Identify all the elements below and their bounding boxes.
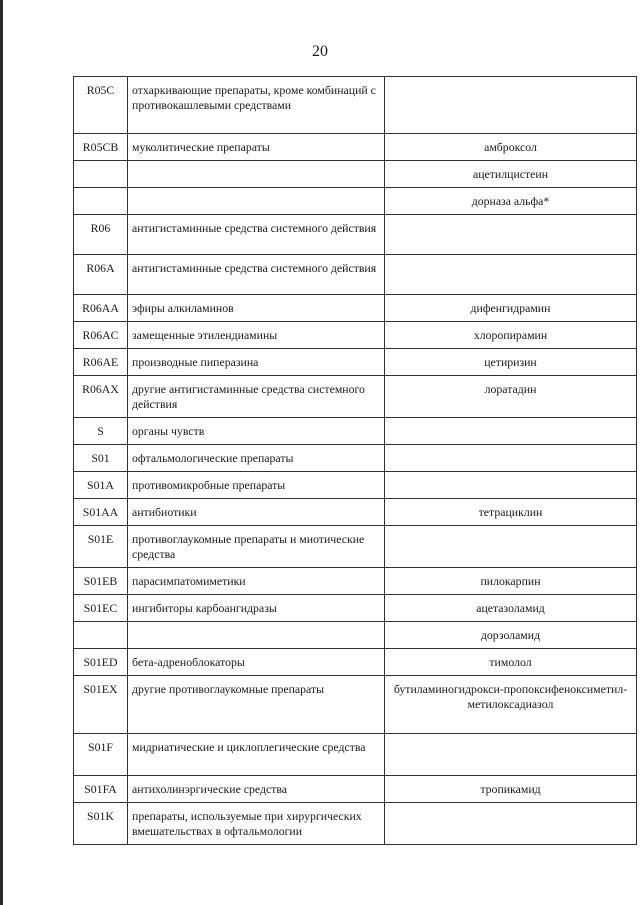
- group-name: ингибиторы карбоангидразы: [128, 595, 385, 622]
- atc-code: R05C: [74, 77, 128, 134]
- group-name: эфиры алкиламинов: [128, 295, 385, 322]
- group-name: [128, 622, 385, 649]
- atc-code: S01ED: [74, 649, 128, 676]
- drug-name: [385, 255, 637, 295]
- table-row: [74, 295, 637, 322]
- table-row: [74, 472, 637, 499]
- drug-name: тропикамид: [385, 776, 637, 803]
- table-row: [74, 734, 637, 776]
- table-row: [74, 77, 637, 134]
- atc-code: S01K: [74, 803, 128, 845]
- drug-name: цетиризин: [385, 349, 637, 376]
- atc-code: [74, 188, 128, 215]
- atc-code: R06: [74, 215, 128, 255]
- table-row: [74, 676, 637, 734]
- atc-code: S01: [74, 445, 128, 472]
- group-name: противоглаукомные препараты и миотические средства: [128, 526, 385, 568]
- drug-name: дорназа альфа*: [385, 188, 637, 215]
- table-row: [74, 161, 637, 188]
- group-name: мидриатические и циклоплегические средства: [128, 734, 385, 776]
- atc-code: R06AC: [74, 322, 128, 349]
- group-name: антигистаминные средства системного действия: [128, 215, 385, 255]
- group-name: другие антигистаминные средства системного действия: [128, 376, 385, 418]
- atc-code: S01AA: [74, 499, 128, 526]
- table-row: [74, 255, 637, 295]
- atc-code: S01EB: [74, 568, 128, 595]
- table-row: [74, 349, 637, 376]
- atc-code: [74, 622, 128, 649]
- table-row: [74, 568, 637, 595]
- table-row: [74, 526, 637, 568]
- table-row: [74, 499, 637, 526]
- group-name: антигистаминные средства системного действия: [128, 255, 385, 295]
- atc-code: R06A: [74, 255, 128, 295]
- atc-code: R06AE: [74, 349, 128, 376]
- group-name: офтальмологические препараты: [128, 445, 385, 472]
- drug-name: [385, 734, 637, 776]
- atc-code: S01A: [74, 472, 128, 499]
- group-name: антибиотики: [128, 499, 385, 526]
- atc-code: S01E: [74, 526, 128, 568]
- drug-name: тимолол: [385, 649, 637, 676]
- group-name: [128, 188, 385, 215]
- drug-name: [385, 215, 637, 255]
- drug-name: хлоропирамин: [385, 322, 637, 349]
- drug-name: ацетазоламид: [385, 595, 637, 622]
- drug-name: [385, 526, 637, 568]
- table-row: [74, 649, 637, 676]
- drug-name: тетрациклин: [385, 499, 637, 526]
- table-row: [74, 595, 637, 622]
- drug-name: [385, 77, 637, 134]
- atc-code: R05CB: [74, 134, 128, 161]
- atc-code: R06AA: [74, 295, 128, 322]
- drug-name: [385, 445, 637, 472]
- drug-name: [385, 418, 637, 445]
- drug-name: [385, 803, 637, 845]
- scan-page-edge: [0, 0, 3, 905]
- table-row: [74, 322, 637, 349]
- table-row: [74, 376, 637, 418]
- group-name: парасимпатомиметики: [128, 568, 385, 595]
- table-row: [74, 622, 637, 649]
- table-row: [74, 134, 637, 161]
- drug-name: [385, 472, 637, 499]
- group-name: органы чувств: [128, 418, 385, 445]
- drug-name: пилокарпин: [385, 568, 637, 595]
- drug-name: дифенгидрамин: [385, 295, 637, 322]
- atc-code: S01FA: [74, 776, 128, 803]
- atc-code: [74, 161, 128, 188]
- group-name: антихолинэргические средства: [128, 776, 385, 803]
- table-row: [74, 445, 637, 472]
- table-row: [74, 418, 637, 445]
- atc-code: S: [74, 418, 128, 445]
- table-row: [74, 803, 637, 845]
- drug-name: дорзоламид: [385, 622, 637, 649]
- drug-classification-table: [73, 76, 637, 845]
- table-row: [74, 776, 637, 803]
- group-name: отхаркивающие препараты, кроме комбинаций с противокашлевыми средствами: [128, 77, 385, 134]
- drug-name: бутиламиногидрокси-пропоксифеноксиметил-метилоксадиазол: [385, 676, 637, 734]
- group-name: замещенные этилендиамины: [128, 322, 385, 349]
- table-row: [74, 188, 637, 215]
- group-name: производные пиперазина: [128, 349, 385, 376]
- atc-code: S01F: [74, 734, 128, 776]
- drug-name: амброксол: [385, 134, 637, 161]
- atc-code: S01EC: [74, 595, 128, 622]
- group-name: муколитические препараты: [128, 134, 385, 161]
- page-number: 20: [312, 43, 328, 60]
- group-name: бета-адреноблокаторы: [128, 649, 385, 676]
- group-name: противомикробные препараты: [128, 472, 385, 499]
- drug-name: ацетилцистеин: [385, 161, 637, 188]
- drug-name: лоратадин: [385, 376, 637, 418]
- atc-code: S01EX: [74, 676, 128, 734]
- atc-code: R06AX: [74, 376, 128, 418]
- group-name: [128, 161, 385, 188]
- group-name: другие противоглаукомные препараты: [128, 676, 385, 734]
- table-row: [74, 215, 637, 255]
- group-name: препараты, используемые при хирургических вмешательствах в офтальмологии: [128, 803, 385, 845]
